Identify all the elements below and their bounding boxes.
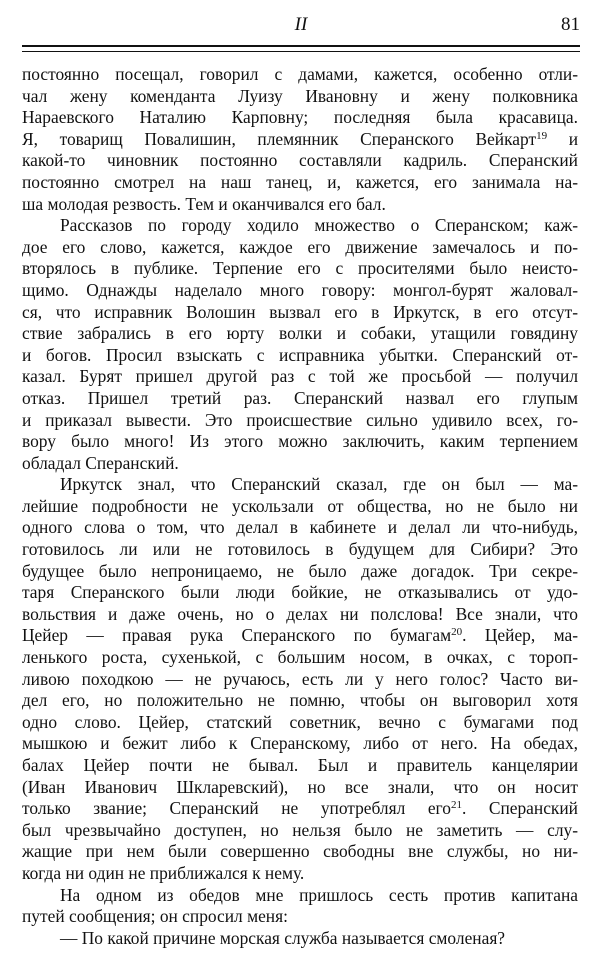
line-text: когда ни один не приближался к нему.: [22, 862, 305, 883]
line-text: щимо. Однажды наделало много говору: монгол-бурят жаловал-: [22, 279, 578, 300]
line-text: мышкою и бежит либо к Сперанскому, либо от него. На обедах,: [22, 733, 578, 754]
line-text: отказ. Пришел третий раз. Сперанский назвал его глупым: [22, 387, 578, 408]
text-line: [22, 258, 578, 280]
text-line: [22, 302, 578, 324]
text-line: [22, 129, 578, 151]
line-text: (Иван Иванович Шкларевский), но все знали, что он носит: [22, 776, 578, 797]
text-line: [22, 496, 578, 518]
text-line: [22, 410, 578, 432]
text-line: [22, 453, 578, 475]
line-text: обладал Сперанский.: [22, 452, 179, 473]
line-text: и богов. Просил взыскать с исправника убытки. Сперанский от-: [22, 344, 578, 365]
line-text: вторялось в публике. Терпение его с просителями было неисто-: [22, 258, 578, 279]
text-line: [22, 237, 578, 259]
line-text: одного слова о том, что делал в кабинете и делал ли что-нибудь,: [22, 517, 578, 538]
text-line: [22, 107, 578, 129]
text-line: [22, 906, 578, 928]
line-text: дое его слово, кажется, каждое его движение замечалось и по-: [22, 236, 578, 257]
text-line: [22, 366, 578, 388]
line-text: казал. Бурят пришел другой раз с той же просьбой — получил: [22, 366, 578, 387]
line-text: ся, что исправник Волошин вызвал его в Иркутск, в его отсут-: [22, 301, 578, 322]
line-text: вольствия и даже очень, но о делах ни полслова! Все знали, что: [22, 603, 578, 624]
text-line: [22, 215, 578, 237]
line-text: балах Цейер почти не бывал. Был и правитель канцелярии: [22, 755, 578, 775]
line-text: постоянно посещал, говорил с дамами, кажется, особенно отли-: [22, 64, 578, 84]
text-line: [22, 928, 578, 950]
text-line: [22, 863, 578, 885]
text-line: [22, 194, 578, 216]
text-line: [22, 280, 578, 302]
line-text: ленького роста, сухенькой, с большим носом, в очках, с тороп-: [22, 647, 578, 668]
header-rule-thin: [22, 51, 580, 52]
line-text-tail: и: [547, 128, 579, 149]
footnote-marker: 21: [450, 799, 462, 812]
text-line: [22, 647, 578, 669]
text-line: [22, 625, 578, 647]
line-text: чал жену коменданта Луизу Ивановну и жену полковника: [22, 85, 578, 106]
text-line: [22, 323, 578, 345]
text-line: [22, 431, 578, 453]
line-text: Иркутск знал, что Сперанский сказал, где он был — ма-: [60, 474, 578, 495]
line-text: ствие забрались в его юрту волки и собаки, утащили говядину: [22, 323, 578, 344]
text-line: [22, 86, 578, 108]
line-text: На одном из обедов мне пришлось сесть против капитана: [60, 884, 578, 905]
line-text: таря Сперанского были люди бойкие, не отказывались от удо-: [22, 582, 578, 603]
line-text: был чрезвычайно доступен, но нельзя было не заметить — слу-: [22, 819, 578, 840]
text-line: [22, 64, 578, 86]
line-text-tail: . Цейер, ма-: [462, 625, 578, 646]
line-text: ливою походкою — не ручаюсь, есть ли у него голос? Часто ви-: [22, 668, 578, 689]
text-line: [22, 172, 578, 194]
line-text: Я, товарищ Повалишин, племянник Сперанского Вейкарт: [22, 128, 537, 149]
text-line: [22, 150, 578, 172]
line-text: лейшие подробности не ускользали от общества, но не было ни: [22, 495, 578, 516]
line-text: только звание; Сперанский не употреблял его: [22, 798, 451, 819]
line-text: Нараевского Наталию Карповну; последняя была красавица.: [22, 107, 578, 128]
line-text-tail: . Сперанский: [461, 798, 578, 819]
text-line: [22, 712, 578, 734]
text-line: [22, 474, 578, 496]
text-line: [22, 798, 578, 820]
line-text: постоянно смотрел на наш танец, и, кажется, его занимала на-: [22, 171, 578, 192]
line-text: какой-то чиновник постоянно составляли кадриль. Сперанский: [22, 150, 578, 171]
line-text: одно слово. Цейер, статский советник, вечно с бумагами под: [22, 711, 578, 732]
footnote-marker: 20: [451, 626, 463, 639]
text-line: [22, 885, 578, 907]
line-text: ша молодая резвость. Тем и оканчивался его бал.: [22, 193, 386, 214]
line-text: вору было много! Из этого можно заключить, каким терпением: [22, 431, 578, 452]
text-line: [22, 841, 578, 863]
text-line: [22, 669, 578, 691]
text-line: [22, 517, 578, 539]
line-text: будущее было непроницаемо, не было даже догадок. Три секре-: [22, 560, 578, 581]
line-text: — По какой причине морская служба называется смоленая?: [60, 927, 506, 948]
line-text: дел его, но положительно не помню, чтобы он выговорил хотя: [22, 690, 578, 711]
line-text: готовилось ли или не готовилось в будущем для Сибири? Это: [22, 539, 578, 560]
footnote-marker: 19: [536, 129, 548, 142]
text-line: [22, 604, 578, 626]
text-line: [22, 690, 578, 712]
line-text: путей сообщения; он спросил меня:: [22, 906, 288, 927]
line-text: Рассказов по городу ходило множество о Сперанском; каж-: [60, 215, 578, 236]
line-text: жащие при нем были совершенно свободны вне службы, но ни-: [22, 841, 578, 862]
page-number: 81: [561, 14, 580, 35]
text-line: [22, 820, 578, 842]
text-line: [22, 561, 578, 583]
text-line: [22, 582, 578, 604]
text-line: [22, 733, 578, 755]
text-line: [22, 539, 578, 561]
line-text: Цейер — правая рука Сперанского по бумагам: [22, 625, 452, 646]
body-text: [22, 64, 578, 949]
line-text: и приказал вывести. Это происшествие сильно удивило всех, го-: [22, 409, 578, 430]
text-line: [22, 777, 578, 799]
section-label: II: [294, 14, 308, 35]
running-header: [22, 14, 580, 44]
text-line: [22, 388, 578, 410]
text-line: [22, 345, 578, 367]
text-line: [22, 755, 578, 777]
header-rule-thick: [22, 45, 580, 47]
